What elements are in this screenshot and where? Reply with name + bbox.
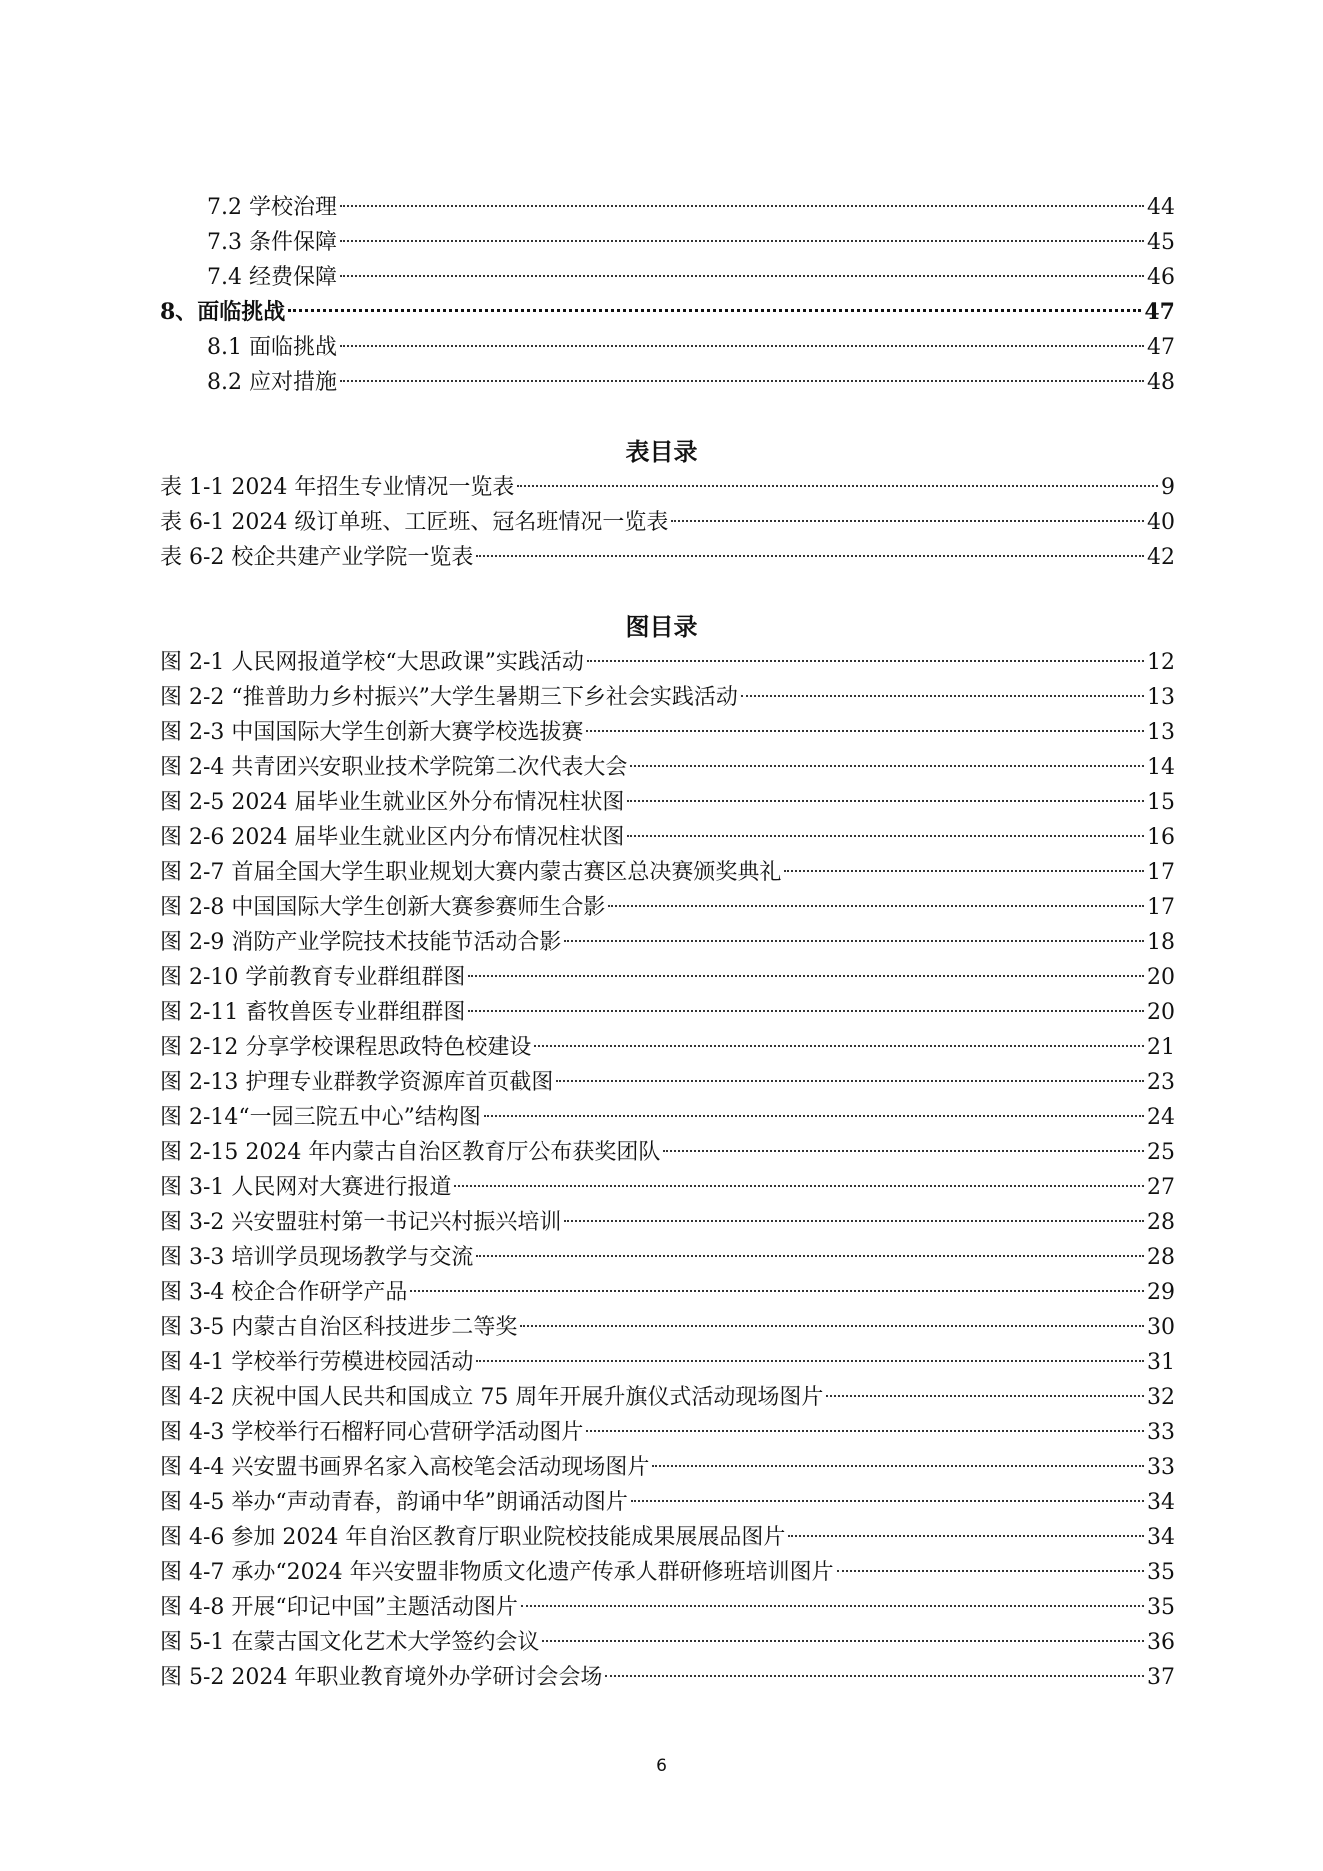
toc-entry-title: 表 6-2 校企共建产业学院一览表	[160, 545, 474, 570]
toc-entry-page: 33	[1147, 1455, 1175, 1480]
toc-entry-page: 31	[1147, 1350, 1175, 1375]
leader-dots	[410, 1290, 1144, 1292]
figure-entry[interactable]	[160, 855, 1175, 890]
figure-entry[interactable]	[160, 820, 1175, 855]
toc-entry-title: 图 4-2 庆祝中国人民共和国成立 75 周年开展升旗仪式活动现场图片	[160, 1385, 824, 1410]
leader-dots	[587, 660, 1144, 662]
figure-entry[interactable]	[160, 1520, 1175, 1555]
toc-chapter-entry[interactable]	[160, 295, 1175, 330]
toc-entry-page: 13	[1147, 720, 1175, 745]
toc-entry-page: 18	[1147, 930, 1175, 955]
toc-entry-title: 图 2-7 首届全国大学生职业规划大赛内蒙古赛区总决赛颁奖典礼	[160, 860, 782, 885]
toc-entry-title: 图 4-7 承办“2024 年兴安盟非物质文化遗产传承人群研修班培训图片	[160, 1560, 834, 1585]
leader-dots	[564, 940, 1144, 942]
toc-entry-title: 图 4-1 学校举行劳模进校园活动	[160, 1350, 474, 1375]
leader-dots	[340, 205, 1144, 207]
figure-entry[interactable]	[160, 995, 1175, 1030]
toc-entry-title: 7.4 经费保障	[207, 265, 337, 290]
leader-dots	[520, 1325, 1144, 1327]
toc-entry-title: 图 2-5 2024 届毕业生就业区外分布情况柱状图	[160, 790, 625, 815]
leader-dots	[605, 1675, 1144, 1677]
toc-entry-title: 表 1-1 2024 年招生专业情况一览表	[160, 475, 515, 500]
toc-entry-page: 21	[1147, 1035, 1175, 1060]
toc-entry-page: 46	[1147, 265, 1175, 290]
toc-entry-title: 8.2 应对措施	[207, 370, 337, 395]
leader-dots	[608, 905, 1144, 907]
leader-dots	[826, 1395, 1144, 1397]
toc-entry-page: 34	[1147, 1525, 1175, 1550]
leader-dots	[454, 1185, 1144, 1187]
toc-entry-page: 9	[1161, 475, 1175, 500]
toc-entry-page: 14	[1147, 755, 1175, 780]
toc-entry[interactable]	[160, 330, 1175, 365]
toc-entry-title: 图 2-14“一园三院五中心”结构图	[160, 1105, 481, 1130]
leader-dots	[542, 1640, 1144, 1642]
toc-entry-page: 48	[1147, 370, 1175, 395]
leader-dots	[663, 1150, 1144, 1152]
figure-entry[interactable]	[160, 1030, 1175, 1065]
toc-entry[interactable]	[160, 190, 1175, 225]
toc-entry-title: 图 5-1 在蒙古国文化艺术大学签约会议	[160, 1630, 540, 1655]
toc-entry-page: 45	[1147, 230, 1175, 255]
toc-entry-page: 28	[1147, 1245, 1175, 1270]
figure-entry[interactable]	[160, 1450, 1175, 1485]
toc-entry-title: 8、面临挑战	[160, 299, 286, 325]
toc-entry-title: 图 2-4 共青团兴安职业技术学院第二次代表大会	[160, 755, 628, 780]
toc-entry-page: 37	[1147, 1665, 1175, 1690]
leader-dots	[837, 1570, 1144, 1572]
leader-dots	[586, 730, 1144, 732]
toc-entry-title: 图 3-3 培训学员现场教学与交流	[160, 1245, 474, 1270]
toc-entry-page: 20	[1147, 965, 1175, 990]
leader-dots	[476, 555, 1144, 557]
figure-entry[interactable]	[160, 1555, 1175, 1590]
toc-entry-page: 34	[1147, 1490, 1175, 1515]
toc-entry-page: 36	[1147, 1630, 1175, 1655]
toc-entry-page: 17	[1147, 895, 1175, 920]
toc-entry-page: 17	[1147, 860, 1175, 885]
figure-entry[interactable]	[160, 1310, 1175, 1345]
leader-dots	[340, 240, 1144, 242]
toc-entry-page: 16	[1147, 825, 1175, 850]
toc-entry-title: 图 2-1 人民网报道学校“大思政课”实践活动	[160, 650, 584, 675]
toc-entry-title: 图 2-8 中国国际大学生创新大赛参赛师生合影	[160, 895, 606, 920]
toc-entry-page: 12	[1147, 650, 1175, 675]
table-entry[interactable]	[160, 470, 1175, 505]
toc-entry[interactable]	[160, 225, 1175, 260]
toc-entry[interactable]	[160, 260, 1175, 295]
leader-dots	[630, 765, 1144, 767]
figure-entry[interactable]	[160, 1205, 1175, 1240]
toc-entry-page: 24	[1147, 1105, 1175, 1130]
figure-entry[interactable]	[160, 1660, 1175, 1695]
toc-entry-page: 44	[1147, 195, 1175, 220]
toc-entry-page: 35	[1147, 1560, 1175, 1585]
toc-entry-title: 图 2-3 中国国际大学生创新大赛学校选拔赛	[160, 720, 584, 745]
figures-heading: 图目录	[625, 612, 698, 641]
toc-entry-page: 40	[1147, 510, 1175, 535]
leader-dots	[484, 1115, 1144, 1117]
leader-dots	[517, 485, 1158, 487]
toc-entry-title: 7.3 条件保障	[207, 230, 337, 255]
figure-entry[interactable]	[160, 1625, 1175, 1660]
leader-dots	[288, 309, 1141, 312]
toc-entry-page: 32	[1147, 1385, 1175, 1410]
figure-entry[interactable]	[160, 925, 1175, 960]
toc-entry-title: 图 2-6 2024 届毕业生就业区内分布情况柱状图	[160, 825, 625, 850]
toc-entry-title: 图 3-4 校企合作研学产品	[160, 1280, 408, 1305]
toc-entry-title: 图 3-1 人民网对大赛进行报道	[160, 1175, 452, 1200]
toc-entry-title: 图 4-5 举办“声动青春，韵诵中华”朗诵活动图片	[160, 1490, 628, 1515]
toc-entry-title: 图 2-10 学前教育专业群组群图	[160, 965, 466, 990]
toc-entry-page: 29	[1147, 1280, 1175, 1305]
toc-entry-title: 8.1 面临挑战	[207, 335, 337, 360]
figure-entry[interactable]	[160, 785, 1175, 820]
leader-dots	[671, 520, 1144, 522]
leader-dots	[468, 975, 1144, 977]
leader-dots	[476, 1255, 1144, 1257]
figure-entry[interactable]	[160, 680, 1175, 715]
toc-entry-title: 图 2-15 2024 年内蒙古自治区教育厅公布获奖团队	[160, 1140, 661, 1165]
leader-dots	[741, 695, 1144, 697]
table-entry[interactable]	[160, 505, 1175, 540]
toc-entry-title: 7.2 学校治理	[207, 195, 337, 220]
leader-dots	[556, 1080, 1144, 1082]
leader-dots	[340, 275, 1144, 277]
figure-entry[interactable]	[160, 1415, 1175, 1450]
toc-entry-page: 28	[1147, 1210, 1175, 1235]
figure-entry[interactable]	[160, 1240, 1175, 1275]
figure-entry[interactable]	[160, 1485, 1175, 1520]
figure-entry[interactable]	[160, 1135, 1175, 1170]
toc-entry-title: 表 6-1 2024 级订单班、工匠班、冠名班情况一览表	[160, 510, 669, 535]
figure-entry[interactable]	[160, 960, 1175, 995]
figure-entry[interactable]	[160, 1100, 1175, 1135]
table-entry[interactable]	[160, 540, 1175, 575]
figure-entry[interactable]	[160, 1170, 1175, 1205]
tables-list	[160, 470, 1175, 575]
leader-dots	[586, 1430, 1144, 1432]
toc-entry-page: 15	[1147, 790, 1175, 815]
toc-entry-title: 图 3-2 兴安盟驻村第一书记兴村振兴培训	[160, 1210, 562, 1235]
toc-entry-title: 图 2-2 “推普助力乡村振兴”大学生暑期三下乡社会实践活动	[160, 685, 738, 710]
figure-entry[interactable]	[160, 645, 1175, 680]
toc-entry-title: 图 3-5 内蒙古自治区科技进步二等奖	[160, 1315, 518, 1340]
toc-entry-title: 图 4-6 参加 2024 年自治区教育厅职业院校技能成果展展品图片	[160, 1525, 786, 1550]
leader-dots	[476, 1360, 1144, 1362]
figure-entry[interactable]	[160, 1345, 1175, 1380]
toc-entry-page: 42	[1147, 545, 1175, 570]
figure-entry[interactable]	[160, 1275, 1175, 1310]
toc-entry-title: 图 4-3 学校举行石榴籽同心营研学活动图片	[160, 1420, 584, 1445]
figure-entry[interactable]	[160, 1065, 1175, 1100]
toc-entry-title: 图 4-4 兴安盟书画界名家入高校笔会活动现场图片	[160, 1455, 650, 1480]
toc-entry-page: 35	[1147, 1595, 1175, 1620]
toc-entry-page: 47	[1144, 299, 1175, 325]
toc-entry-page: 20	[1147, 1000, 1175, 1025]
toc-entry-title: 图 5-2 2024 年职业教育境外办学研讨会会场	[160, 1665, 603, 1690]
leader-dots	[788, 1535, 1144, 1537]
leader-dots	[784, 870, 1144, 872]
toc-entry-page: 27	[1147, 1175, 1175, 1200]
leader-dots	[340, 380, 1144, 382]
figure-entry[interactable]	[160, 1380, 1175, 1415]
leader-dots	[534, 1045, 1144, 1047]
toc-entry[interactable]	[160, 365, 1175, 400]
figure-entry[interactable]	[160, 890, 1175, 925]
figure-entry[interactable]	[160, 715, 1175, 750]
leader-dots	[468, 1010, 1144, 1012]
toc-entry-title: 图 2-12 分享学校课程思政特色校建设	[160, 1035, 532, 1060]
leader-dots	[631, 1500, 1144, 1502]
toc-entry-page: 30	[1147, 1315, 1175, 1340]
toc-entry-title: 图 2-11 畜牧兽医专业群组群图	[160, 1000, 466, 1025]
leader-dots	[627, 800, 1144, 802]
leader-dots	[564, 1220, 1144, 1222]
toc-entry-page: 25	[1147, 1140, 1175, 1165]
leader-dots	[521, 1605, 1144, 1607]
toc-entry-title: 图 2-13 护理专业群教学资源库首页截图	[160, 1070, 554, 1095]
tables-heading: 表目录	[625, 437, 698, 466]
page-number: 6	[656, 1756, 667, 1776]
leader-dots	[627, 835, 1144, 837]
toc-entry-title: 图 2-9 消防产业学院技术技能节活动合影	[160, 930, 562, 955]
figure-entry[interactable]	[160, 1590, 1175, 1625]
figures-list	[160, 645, 1175, 1695]
leader-dots	[340, 345, 1144, 347]
figure-entry[interactable]	[160, 750, 1175, 785]
toc-entry-title: 图 4-8 开展“印记中国”主题活动图片	[160, 1595, 518, 1620]
toc-entry-page: 13	[1147, 685, 1175, 710]
toc-entry-page: 33	[1147, 1420, 1175, 1445]
contents-continued-list	[160, 190, 1175, 400]
toc-entry-page: 23	[1147, 1070, 1175, 1095]
toc-entry-page: 47	[1147, 335, 1175, 360]
leader-dots	[652, 1465, 1144, 1467]
